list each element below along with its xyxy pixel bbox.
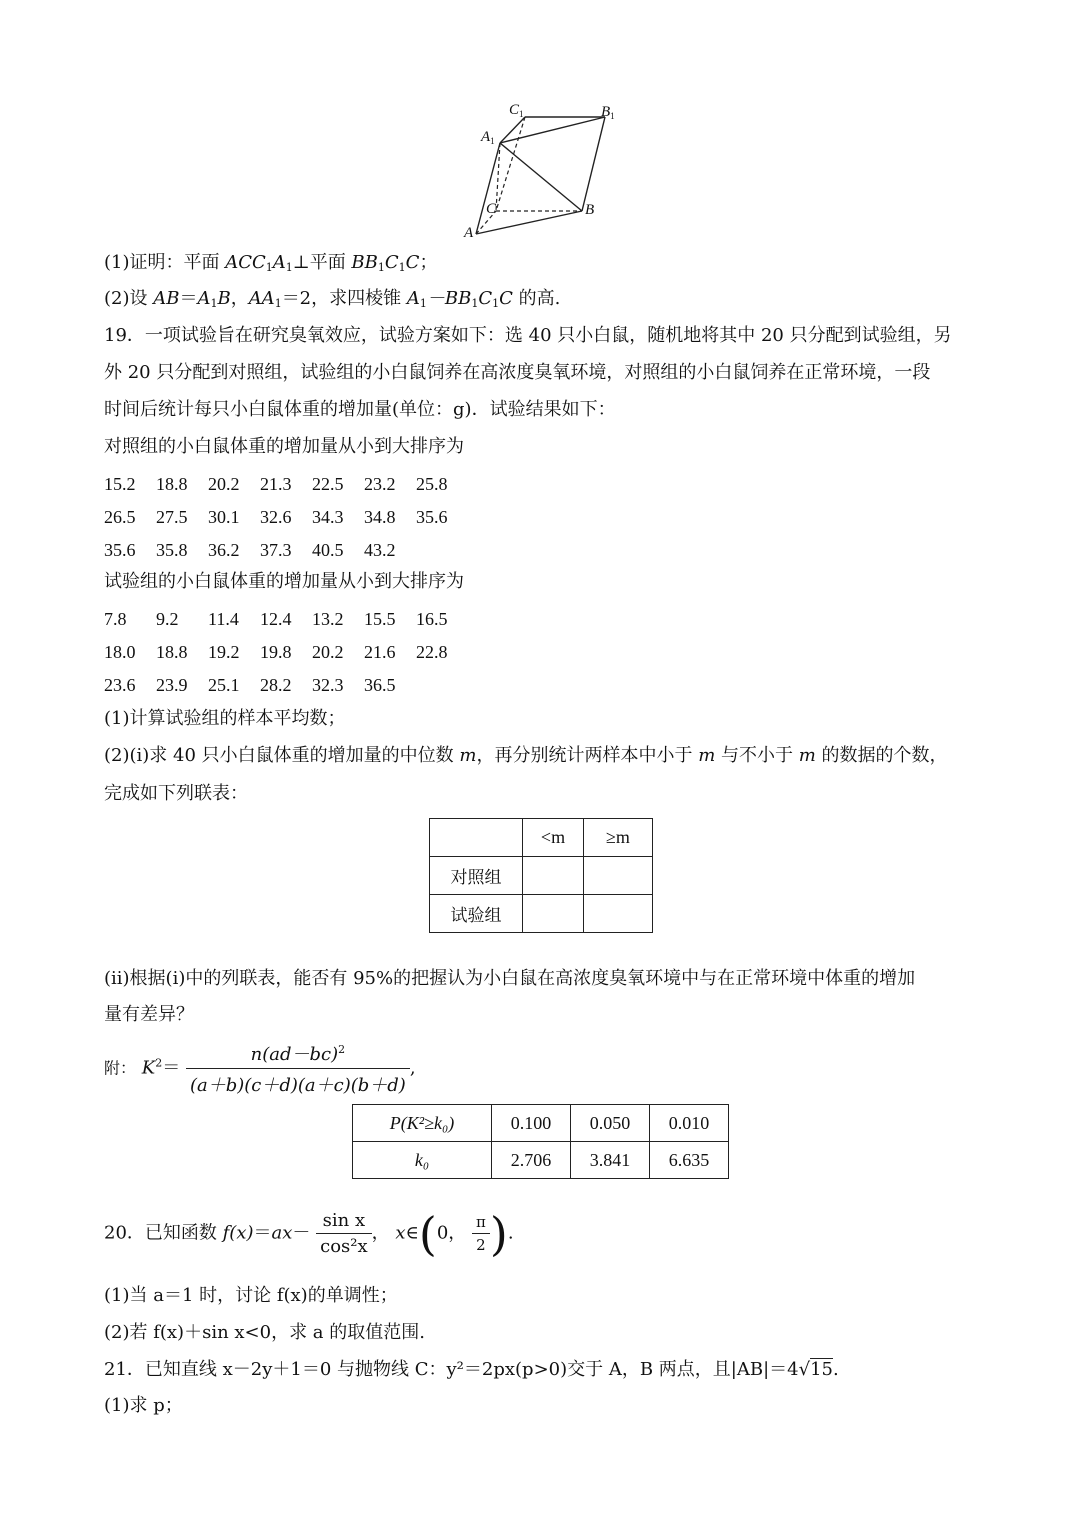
data-value: 21.6 (364, 642, 396, 662)
data-value: 34.3 (312, 507, 344, 527)
row-test: 试验组 (430, 895, 523, 933)
k-critical-table (352, 1104, 729, 1179)
data-value: 26.5 (104, 507, 136, 527)
label-b: B (585, 202, 595, 218)
data-value: 40.5 (312, 540, 344, 560)
q20-part1: (1)当 a＝1 时，讨论 f(x)的单调性； (104, 1285, 398, 1306)
label-c1: $C_1$ (509, 102, 524, 119)
header-less-m: <m (523, 819, 584, 857)
q18-part1: (1)证明：平面 $ACC_1A_1\perp$平面 $BB_1C_1C$； (104, 252, 438, 274)
q19-part1: (1)计算试验组的样本平均数； (104, 708, 346, 729)
k-value: 3.841 (571, 1142, 650, 1179)
prism-figure (455, 95, 635, 245)
k-value: 2.706 (492, 1142, 571, 1179)
data-value: 9.2 (156, 609, 179, 629)
header-geq-m: ≥m (584, 819, 653, 857)
row-control: 对照组 (430, 857, 523, 895)
contingency-table (429, 818, 653, 933)
q19-intro-line3: 时间后统计每只小白鼠体重的增加量(单位：g)．试验结果如下： (104, 399, 616, 420)
data-value: 35.6 (416, 507, 448, 527)
data-value: 20.2 (312, 642, 344, 662)
data-value: 13.2 (312, 609, 344, 629)
data-value: 12.4 (260, 609, 292, 629)
q21-part1: (1)求 p； (104, 1395, 183, 1416)
data-value: 23.2 (364, 474, 396, 494)
p-value: 0.100 (492, 1105, 571, 1142)
data-value: 36.5 (364, 675, 396, 695)
label-a: A (464, 225, 474, 241)
q19-part2ii-line1: (ⅱ)根据(ⅰ)中的列联表，能否有 95%的把握认为小白鼠在高浓度臭氧环境中与在正常环境中体重的增加 (104, 968, 916, 989)
label-a1: $A_1$ (481, 129, 495, 146)
data-value: 7.8 (104, 609, 127, 629)
q19-part2ii-line2: 量有差异？ (104, 1004, 194, 1025)
data-value: 30.1 (208, 507, 240, 527)
k2-formula: 附： $K^2=$ $\frac{n(ad-bc)^2}{(a+b)(c+d)(a+c)(b+d)}$ , (104, 1040, 416, 1097)
q19-intro-line2: 外 20 只分配到对照组，试验组的小白鼠饲养在高浓度臭氧环境，对照组的小白鼠饲养在正常环境，一段 (104, 362, 931, 383)
data-value: 20.2 (208, 474, 240, 494)
k-table-row-label: k₀ (414, 1149, 430, 1170)
data-value: 25.8 (416, 474, 448, 494)
q19-part2-line2: 完成如下列联表： (104, 783, 248, 804)
data-value: 25.1 (208, 675, 240, 695)
data-value: 27.5 (156, 507, 188, 527)
data-value: 18.8 (156, 642, 188, 662)
p-value: 0.010 (650, 1105, 729, 1142)
data-value: 32.3 (312, 675, 344, 695)
q19-part2-line1: (2)(ⅰ)求 40 只小白鼠体重的增加量的中位数 m，再分别统计两样本中小于 m 与不小于 m 的数据的个数， (104, 745, 948, 766)
k-value: 6.635 (650, 1142, 729, 1179)
test-label: 试验组的小白鼠体重的增加量从小到大排序为 (104, 571, 464, 592)
label-c: C (486, 201, 497, 217)
data-value: 19.2 (208, 642, 240, 662)
q21-stem: 21．已知直线 x－2y＋1＝0 与抛物线 C：y²＝2px(p>0)交于 A，B 两点，且|AB|＝4√15. (104, 1359, 839, 1380)
label-b1: $B_1$ (601, 104, 615, 121)
data-value: 23.6 (104, 675, 136, 695)
q19-intro-line1: 19．一项试验旨在研究臭氧效应，试验方案如下：选 40 只小白鼠，随机地将其中 20 只分配到试验组，另 (104, 325, 952, 346)
data-value: 19.8 (260, 642, 292, 662)
data-value: 21.3 (260, 474, 292, 494)
q20-part2: (2)若 f(x)＋sin x<0，求 a 的取值范围. (104, 1322, 425, 1343)
p-value: 0.050 (571, 1105, 650, 1142)
data-value: 18.0 (104, 642, 136, 662)
data-value: 22.8 (416, 642, 448, 662)
data-value: 28.2 (260, 675, 292, 695)
data-value: 37.3 (260, 540, 292, 560)
data-value: 35.6 (104, 540, 136, 560)
data-value: 23.9 (156, 675, 188, 695)
data-value: 16.5 (416, 609, 448, 629)
control-label: 对照组的小白鼠体重的增加量从小到大排序为 (104, 436, 464, 457)
data-value: 11.4 (208, 609, 239, 629)
data-value: 35.8 (156, 540, 188, 560)
data-value: 22.5 (312, 474, 344, 494)
data-value: 34.8 (364, 507, 396, 527)
q18-part2: (2)设 $AB=A_1B$，$AA_1=2$，求四棱锥 $A_1-BB_1C_1C$ 的高. (104, 288, 561, 310)
data-value: 43.2 (364, 540, 396, 560)
data-value: 36.2 (208, 540, 240, 560)
q20-stem: 20．已知函数 f(x)＝ax－ $\frac{\text{sin x}}{\text{cos²x}}$ ， x∈(0， $\frac{\pi}{2}$ ). (104, 1206, 514, 1261)
data-value: 15.5 (364, 609, 396, 629)
data-value: 32.6 (260, 507, 292, 527)
data-value: 18.8 (156, 474, 188, 494)
data-value: 15.2 (104, 474, 136, 494)
k-table-header: P(K²≥k₀) (389, 1112, 455, 1133)
